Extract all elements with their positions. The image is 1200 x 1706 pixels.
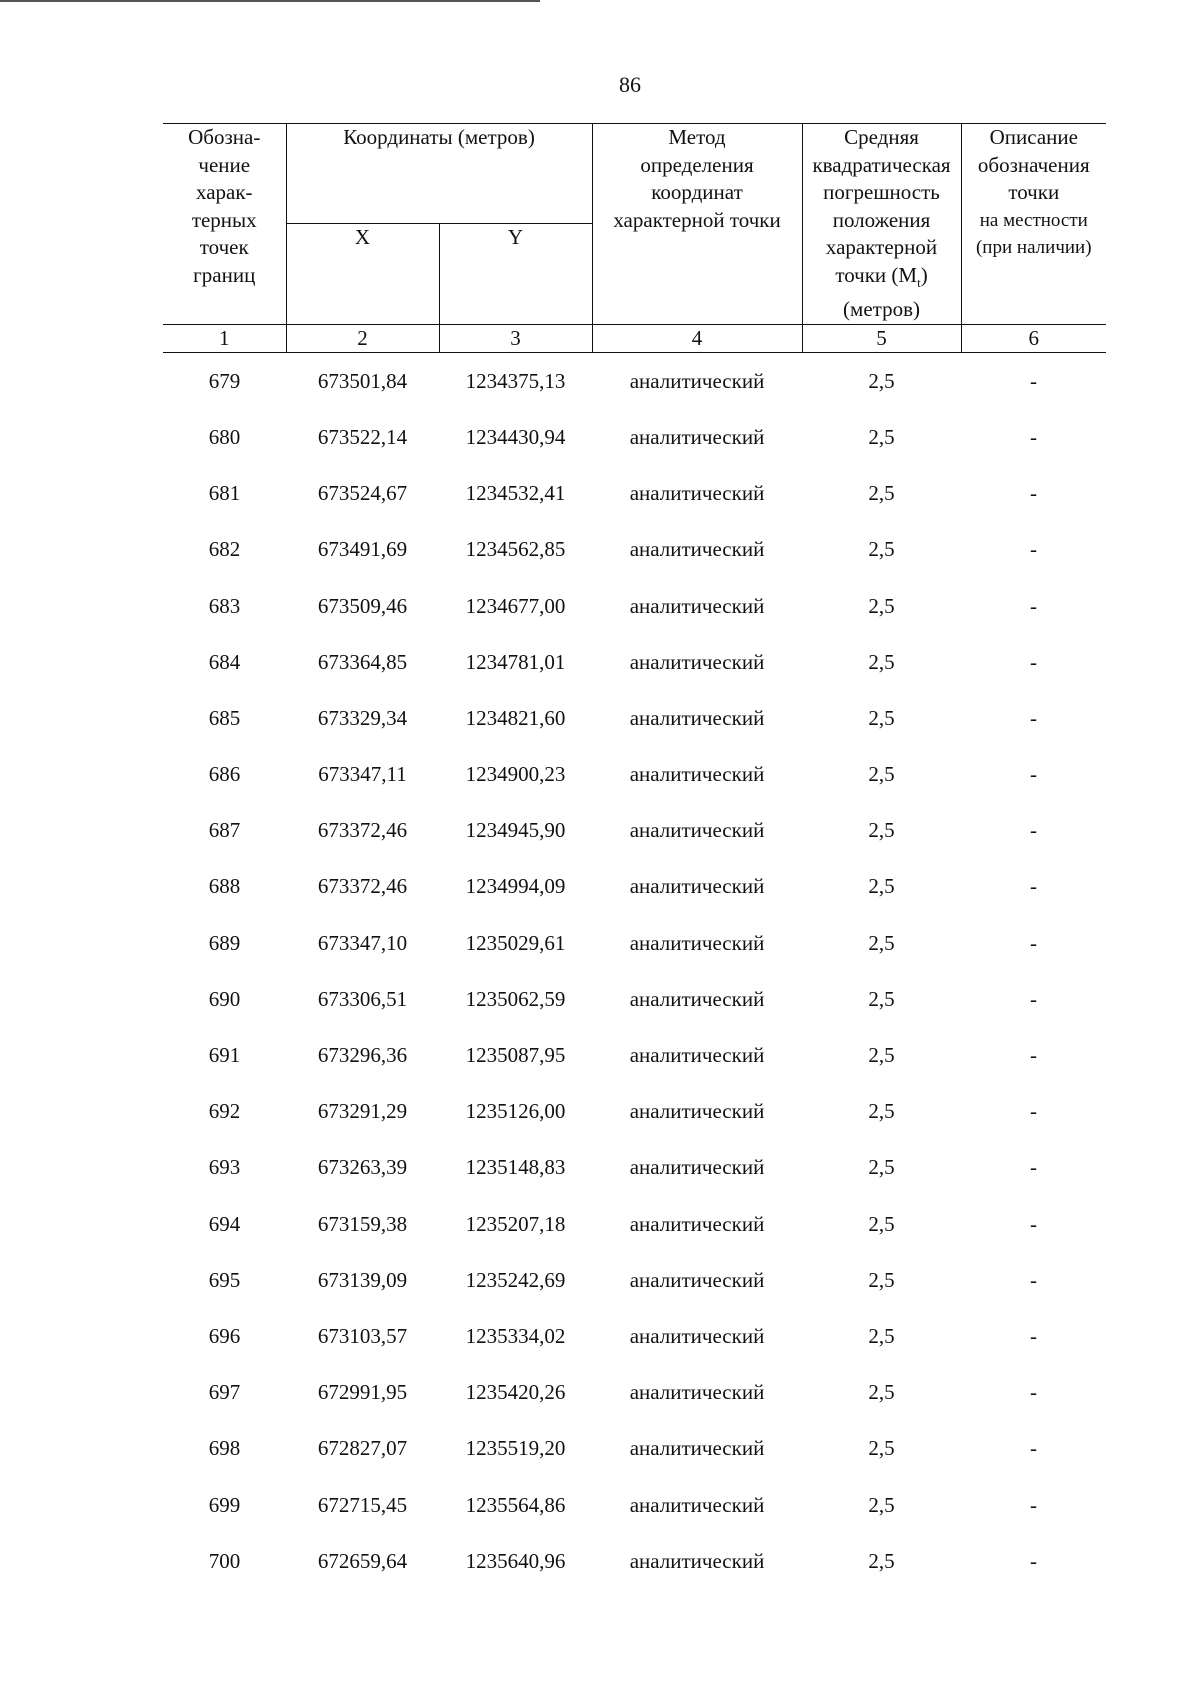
description: - [1030, 1155, 1038, 1180]
description: - [1030, 1436, 1038, 1461]
x-coordinate: 673524,67 [317, 481, 408, 506]
header-coordinates: Координаты (метров) [286, 124, 592, 224]
method: аналитический [629, 705, 765, 730]
error-value: 2,5 [868, 481, 895, 506]
description: - [1030, 930, 1038, 955]
point-id: 679 [208, 368, 241, 393]
point-id: 697 [208, 1380, 241, 1405]
error-value: 2,5 [868, 1380, 895, 1405]
y-coordinate: 1234375,13 [465, 368, 566, 393]
point-id: 694 [208, 1211, 241, 1236]
y-coordinate: 1235242,69 [465, 1267, 566, 1292]
method: аналитический [629, 930, 765, 955]
y-coordinate: 1234430,94 [465, 424, 566, 449]
description: - [1030, 537, 1038, 562]
point-id: 684 [208, 649, 241, 674]
method: аналитический [629, 368, 765, 393]
x-coordinate: 673372,46 [317, 874, 408, 899]
x-coordinate: 673103,57 [317, 1323, 408, 1348]
error-value: 2,5 [868, 1436, 895, 1461]
description: - [1030, 1211, 1038, 1236]
y-coordinate: 1234562,85 [465, 537, 566, 562]
x-coordinate: 672827,07 [317, 1436, 408, 1461]
y-coordinate: 1235062,59 [465, 986, 566, 1011]
x-coordinate: 673347,10 [317, 930, 408, 955]
table-row [163, 971, 1106, 1027]
x-coordinate: 673263,39 [317, 1155, 408, 1180]
column-number: 6 [961, 324, 1106, 353]
error-value: 2,5 [868, 986, 895, 1011]
table-row [163, 747, 1106, 803]
point-id: 688 [208, 874, 241, 899]
point-id: 693 [208, 1155, 241, 1180]
table-row [163, 1533, 1106, 1589]
coordinates-table [163, 123, 1106, 1589]
description: - [1030, 762, 1038, 787]
y-coordinate: 1234945,90 [465, 818, 566, 843]
method: аналитический [629, 1267, 765, 1292]
column-number: 4 [592, 324, 802, 353]
method: аналитический [629, 1043, 765, 1068]
method: аналитический [629, 481, 765, 506]
x-coordinate: 672715,45 [317, 1492, 408, 1517]
x-coordinate: 673291,29 [317, 1099, 408, 1124]
header-x: X [286, 224, 439, 324]
error-value: 2,5 [868, 593, 895, 618]
table-row [163, 353, 1106, 410]
table-row [163, 1365, 1106, 1421]
column-number: 5 [802, 324, 961, 353]
table-row [163, 634, 1106, 690]
point-id: 680 [208, 424, 241, 449]
point-id: 691 [208, 1043, 241, 1068]
x-coordinate: 673306,51 [317, 986, 408, 1011]
error-value: 2,5 [868, 649, 895, 674]
method: аналитический [629, 537, 765, 562]
point-id: 682 [208, 537, 241, 562]
error-value: 2,5 [868, 1267, 895, 1292]
method: аналитический [629, 1099, 765, 1124]
table-row [163, 1421, 1106, 1477]
column-numbers-row [163, 324, 1106, 353]
error-value: 2,5 [868, 1155, 895, 1180]
description: - [1030, 818, 1038, 843]
error-value: 2,5 [868, 1548, 895, 1573]
point-id: 683 [208, 593, 241, 618]
y-coordinate: 1234994,09 [465, 874, 566, 899]
table-body [163, 353, 1106, 1590]
method: аналитический [629, 593, 765, 618]
y-coordinate: 1234532,41 [465, 481, 566, 506]
table-row [163, 803, 1106, 859]
x-coordinate: 673159,38 [317, 1211, 408, 1236]
y-coordinate: 1235029,61 [465, 930, 566, 955]
point-id: 699 [208, 1492, 241, 1517]
table-row [163, 578, 1106, 634]
x-coordinate: 673364,85 [317, 649, 408, 674]
description: - [1030, 1099, 1038, 1124]
error-value: 2,5 [868, 368, 895, 393]
description: - [1030, 368, 1038, 393]
table-row [163, 1084, 1106, 1140]
description: - [1030, 1323, 1038, 1348]
table-row [163, 466, 1106, 522]
point-id: 695 [208, 1267, 241, 1292]
description: - [1030, 986, 1038, 1011]
x-coordinate: 673296,36 [317, 1043, 408, 1068]
y-coordinate: 1235148,83 [465, 1155, 566, 1180]
method: аналитический [629, 1380, 765, 1405]
table-row [163, 1477, 1106, 1533]
description: - [1030, 705, 1038, 730]
point-id: 685 [208, 705, 241, 730]
description: - [1030, 424, 1038, 449]
header-description: Описание обозначения точки на местности (при наличии) [961, 124, 1106, 325]
error-value: 2,5 [868, 705, 895, 730]
description: - [1030, 1267, 1038, 1292]
y-coordinate: 1235087,95 [465, 1043, 566, 1068]
method: аналитический [629, 1492, 765, 1517]
y-coordinate: 1235640,96 [465, 1548, 566, 1573]
description: - [1030, 649, 1038, 674]
point-id: 689 [208, 930, 241, 955]
column-number: 3 [439, 324, 592, 353]
error-value: 2,5 [868, 1043, 895, 1068]
table-row [163, 1308, 1106, 1364]
table-row [163, 690, 1106, 746]
table-row [163, 915, 1106, 971]
y-coordinate: 1234677,00 [465, 593, 566, 618]
error-value: 2,5 [868, 818, 895, 843]
method: аналитический [629, 986, 765, 1011]
point-id: 700 [208, 1548, 241, 1573]
point-id: 681 [208, 481, 241, 506]
error-value: 2,5 [868, 930, 895, 955]
header-mean-square-error: Средняя квадратическая погрешность положения характерной точки $(M_t)$ (метров) [802, 124, 961, 325]
point-id: 692 [208, 1099, 241, 1124]
x-coordinate: 673372,46 [317, 818, 408, 843]
page-number: 86 [619, 72, 641, 97]
error-value: 2,5 [868, 1211, 895, 1236]
y-coordinate: 1235207,18 [465, 1211, 566, 1236]
error-value: 2,5 [868, 424, 895, 449]
x-coordinate: 673491,69 [317, 537, 408, 562]
error-value: 2,5 [868, 1099, 895, 1124]
method: аналитический [629, 1323, 765, 1348]
x-coordinate: 673139,09 [317, 1267, 408, 1292]
error-value: 2,5 [868, 1323, 895, 1348]
y-coordinate: 1234781,01 [465, 649, 566, 674]
method: аналитический [629, 649, 765, 674]
method: аналитический [629, 762, 765, 787]
point-id: 696 [208, 1323, 241, 1348]
method: аналитический [629, 1155, 765, 1180]
y-coordinate: 1235420,26 [465, 1380, 566, 1405]
table-row [163, 859, 1106, 915]
y-coordinate: 1235519,20 [465, 1436, 566, 1461]
x-coordinate: 673347,11 [318, 762, 407, 787]
method: аналитический [629, 1211, 765, 1236]
method: аналитический [629, 1548, 765, 1573]
x-coordinate: 673509,46 [317, 593, 408, 618]
y-coordinate: 1234821,60 [465, 705, 566, 730]
table-row [163, 409, 1106, 465]
x-coordinate: 672991,95 [317, 1380, 408, 1405]
table-row [163, 522, 1106, 578]
method: аналитический [629, 874, 765, 899]
table-row [163, 1140, 1106, 1196]
table-row [163, 1196, 1106, 1252]
table-row [163, 1252, 1106, 1308]
error-value: 2,5 [868, 762, 895, 787]
x-coordinate: 673522,14 [317, 424, 408, 449]
point-id: 686 [208, 762, 241, 787]
error-value: 2,5 [868, 874, 895, 899]
x-coordinate: 672659,64 [317, 1548, 408, 1573]
method: аналитический [629, 424, 765, 449]
error-value: 2,5 [868, 1492, 895, 1517]
method: аналитический [629, 1436, 765, 1461]
description: - [1030, 593, 1038, 618]
y-coordinate: 1235334,02 [465, 1323, 566, 1348]
x-coordinate: 673501,84 [317, 368, 408, 393]
description: - [1030, 1043, 1038, 1068]
point-id: 690 [208, 986, 241, 1011]
description: - [1030, 481, 1038, 506]
column-number: 1 [163, 324, 286, 353]
error-value: 2,5 [868, 537, 895, 562]
point-id: 698 [208, 1436, 241, 1461]
header-method: Метод определения координат характерной точки [592, 124, 802, 325]
y-coordinate: 1235564,86 [465, 1492, 566, 1517]
header-y: Y [439, 224, 592, 324]
scan-edge-line [0, 0, 540, 2]
y-coordinate: 1235126,00 [465, 1099, 566, 1124]
description: - [1030, 1548, 1038, 1573]
point-id: 687 [208, 818, 241, 843]
description: - [1030, 1492, 1038, 1517]
column-number: 2 [286, 324, 439, 353]
description: - [1030, 1380, 1038, 1405]
table-row [163, 1027, 1106, 1083]
method: аналитический [629, 818, 765, 843]
description: - [1030, 874, 1038, 899]
header-designation: Обозна- чение харак- терных точек границ [163, 124, 286, 325]
x-coordinate: 673329,34 [317, 705, 408, 730]
y-coordinate: 1234900,23 [465, 762, 566, 787]
